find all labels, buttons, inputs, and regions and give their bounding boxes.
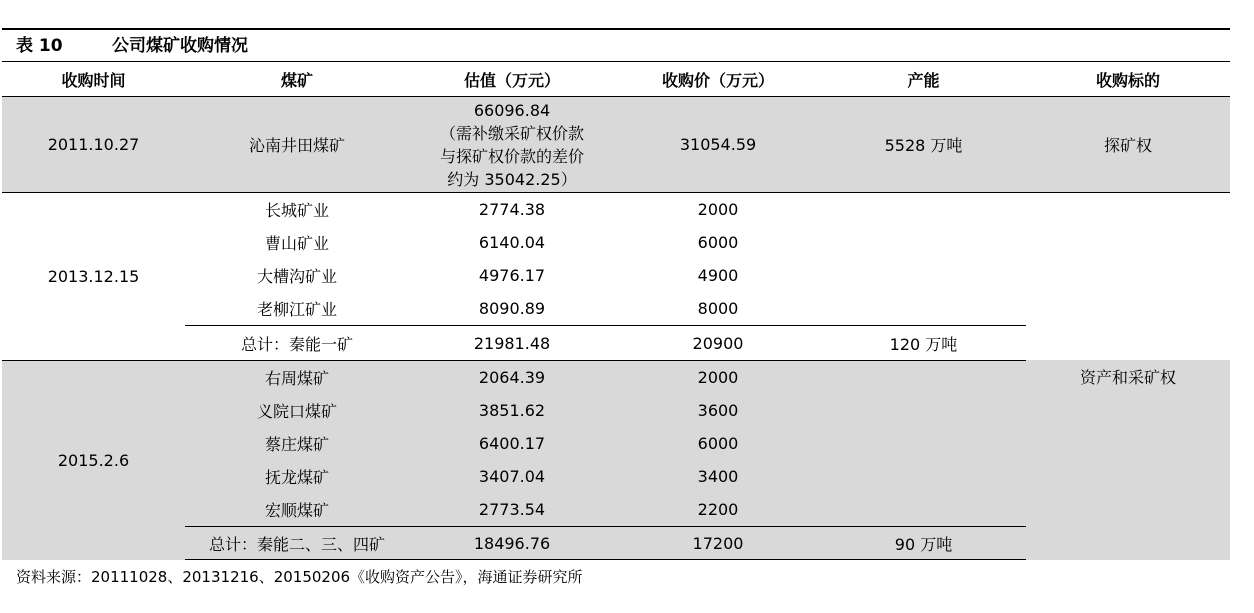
cell-total-price: 17200 — [615, 527, 821, 560]
table-number: 表 10 — [16, 36, 63, 56]
cell-price: 6000 — [697, 434, 739, 453]
valuation-line: 66096.84 — [473, 100, 551, 120]
valuation-line: 约为 35042.25） — [447, 169, 577, 189]
cell-mine: 长城矿业 — [185, 193, 409, 227]
cell-mine: 蔡庄煤矿 — [264, 435, 329, 454]
cell-mine: 抚龙煤矿 — [264, 468, 329, 487]
cell-valuation: 6400.17 — [478, 434, 546, 453]
header-capacity: 产能 — [821, 62, 1026, 97]
cell-price: 8000 — [697, 299, 739, 318]
cell-capacity: 5528 万吨 — [884, 136, 963, 155]
cell-mine: 右周煤矿 — [185, 361, 409, 395]
cell-target: 探矿权 — [1103, 136, 1152, 155]
cell-price: 31054.59 — [679, 135, 757, 154]
source-note: 资料来源：20111028、20131216、20150206《收购资产公告》，海通证券研究所 — [16, 568, 583, 586]
valuation-line: 与探矿权价款的差价 — [439, 146, 584, 166]
table-row — [2, 193, 1230, 227]
cell-total-capacity: 90 万吨 — [821, 527, 1026, 560]
cell-mine: 曹山矿业 — [264, 234, 329, 253]
cell-total-mine: 总计：秦能一矿 — [185, 326, 409, 361]
cell-mine: 义院口煤矿 — [256, 402, 337, 421]
cell-target-merged: 资产和采矿权 — [1026, 193, 1230, 560]
cell-valuation: 2064.39 — [409, 361, 615, 395]
top-rule — [2, 28, 1230, 30]
header-target: 收购标的 — [1026, 62, 1230, 97]
cell-total-valuation: 18496.76 — [409, 527, 615, 560]
cell-capacity-empty — [821, 361, 1026, 527]
cell-mine: 老柳江矿业 — [256, 300, 337, 319]
header-row — [2, 62, 1230, 97]
cell-total-valuation: 21981.48 — [409, 326, 615, 361]
cell-mine: 宏顺煤矿 — [264, 501, 329, 520]
cell-price: 4900 — [697, 266, 739, 285]
cell-valuation: 3851.62 — [478, 401, 546, 420]
cell-valuation — [409, 97, 615, 193]
table-row — [2, 97, 1230, 193]
cell-total-mine: 总计：秦能二、三、四矿 — [185, 527, 409, 560]
cell-valuation: 2773.54 — [478, 500, 546, 519]
table-caption: 公司煤矿收购情况 — [112, 36, 248, 56]
header-mine: 煤矿 — [185, 62, 409, 97]
cell-date: 2015.2.6 — [2, 361, 185, 560]
header-valuation: 估值（万元） — [409, 62, 615, 97]
cell-price: 2200 — [697, 500, 739, 519]
cell-total-capacity: 120 万吨 — [821, 326, 1026, 361]
cell-capacity-empty — [821, 193, 1026, 326]
cell-valuation: 8090.89 — [478, 299, 546, 318]
cell-date: 2011.10.27 — [47, 135, 140, 154]
cell-mine: 沁南井田煤矿 — [248, 136, 345, 155]
cell-mine: 大槽沟矿业 — [256, 267, 337, 286]
cell-price: 3600 — [697, 401, 739, 420]
cell-valuation: 3407.04 — [478, 467, 546, 486]
acquisition-table — [2, 61, 1230, 560]
cell-price: 2000 — [615, 361, 821, 395]
cell-valuation: 4976.17 — [478, 266, 546, 285]
cell-valuation: 2774.38 — [409, 193, 615, 227]
cell-valuation: 6140.04 — [478, 233, 546, 252]
cell-total-price: 20900 — [615, 326, 821, 361]
header-date: 收购时间 — [2, 62, 185, 97]
table-title — [16, 33, 248, 59]
cell-price: 6000 — [697, 233, 739, 252]
header-price: 收购价（万元） — [615, 62, 821, 97]
cell-date: 2013.12.15 — [2, 193, 185, 361]
valuation-line: （需补缴采矿权价款 — [439, 123, 584, 143]
cell-price: 3400 — [697, 467, 739, 486]
cell-price: 2000 — [615, 193, 821, 227]
